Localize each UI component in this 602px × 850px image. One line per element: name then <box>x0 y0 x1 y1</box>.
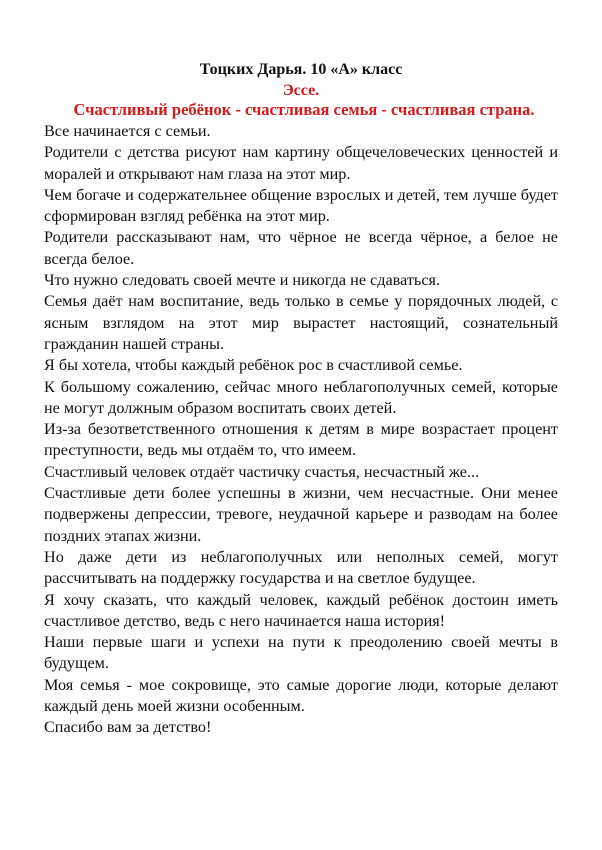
paragraph: Чем богаче и содержательнее общение взрослых и детей, тем лучше будет сформирован взгляд ребёнка на этот мир. <box>44 185 558 226</box>
paragraph: Я бы хотела, чтобы каждый ребёнок рос в счастливой семье. <box>44 356 463 375</box>
paragraph: К большому сожалению, сейчас много неблагополучных семей, которые не могут должным образом воспитать своих детей. <box>44 377 558 417</box>
paragraph: Спасибо вам за детство! <box>44 718 212 737</box>
paragraph: Я хочу сказать, что каждый человек, каждый ребёнок достоин иметь счастливое детство, ведь с него начинается наша история! <box>44 590 558 630</box>
author-line: Тоцких Дарья. 10 «А» класс <box>199 61 403 78</box>
paragraph: Счастливые дети более успешны в жизни, чем несчастные. Они менее подвержены депрессии, тревоге, неудачной карьере и разводам на более поздних этапах жизни. <box>44 484 558 545</box>
paragraph: Но даже дети из неблагополучных или неполных семей, могут рассчитывать на поддержку государства и на светлое будущее. <box>44 547 558 588</box>
paragraph: Наши первые шаги и успехи на пути к преодолению своей мечты в будущем. <box>44 633 558 673</box>
paragraph: Моя семья - мое сокровище, это самые дорогие люди, которые делают каждый день моей жизни особенным. <box>44 675 558 716</box>
paragraph: Родители с детства рисуют нам картину общечеловеческих ценностей и моралей и открывают нам глаза на этот мир. <box>44 143 558 183</box>
paragraph: Все начинается с семьи. <box>44 122 211 140</box>
paragraph: Что нужно следовать своей мечте и никогда не сдаваться. <box>44 271 440 290</box>
essay-title: Счастливый ребёнок - счастливая семья - счастливая страна. <box>73 100 535 119</box>
paragraph: Счастливый человек отдаёт частичку счастья, несчастный же... <box>44 462 480 481</box>
essay-label: Эссе. <box>282 82 320 99</box>
paragraph: Из-за безответственного отношения к детям в мире возрастает процент преступности, ведь мы отдаём то, что имеем. <box>44 420 558 460</box>
paragraph: Семья даёт нам воспитание, ведь только в семье у порядочных людей, с ясным взглядом на этот мир вырастет настоящий, сознательный гражданин нашей страны. <box>44 292 558 353</box>
paragraph: Родители рассказывают нам, что чёрное не всегда чёрное, а белое не всегда белое. <box>44 228 558 268</box>
essay-body <box>44 121 558 739</box>
